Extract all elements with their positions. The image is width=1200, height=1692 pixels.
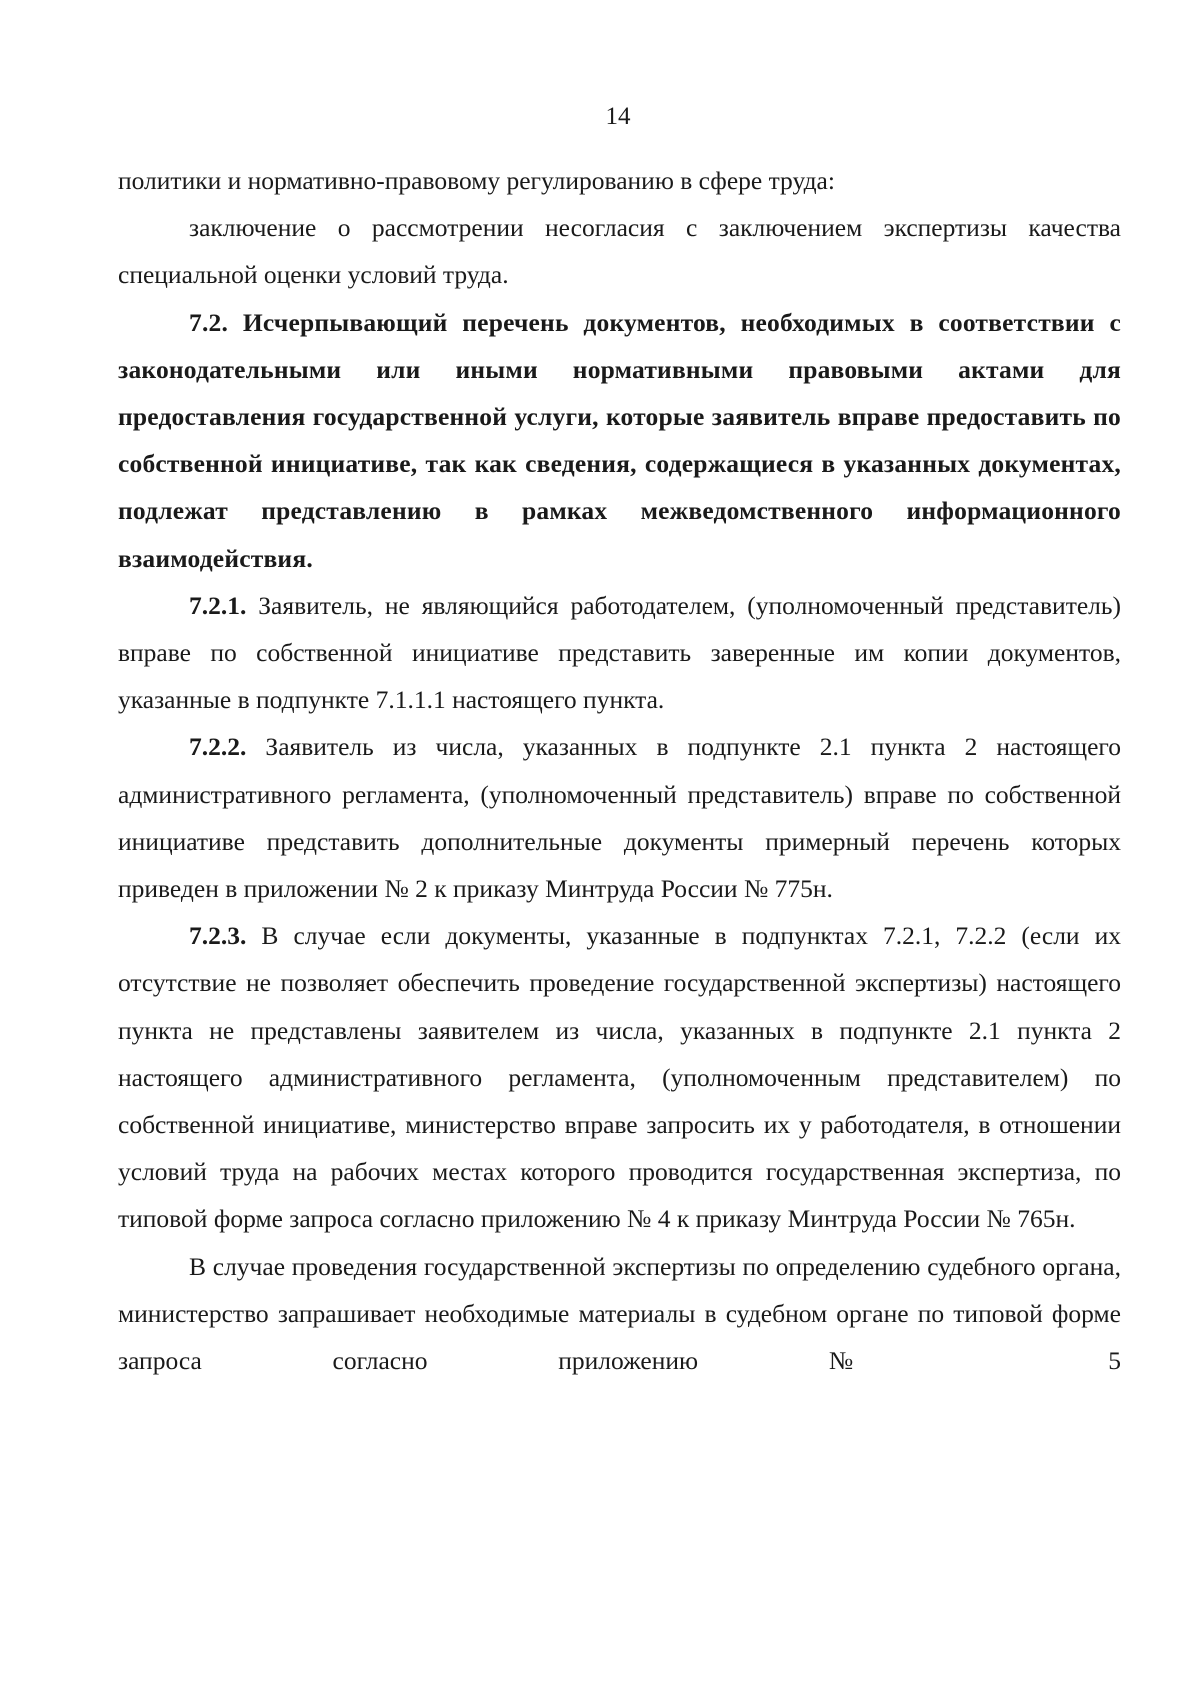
paragraph-court-request: В случае проведения государственной экспертизы по определению судебного органа, министерство запрашивает необходимые материалы в судебном органе по типовой форме запроса согласно приложению № 5 [118,1251,1121,1376]
document-body [118,157,1121,1384]
clause-number: 7.2.3. [189,921,247,951]
section-heading-7-2: 7.2. Исчерпывающий перечень документов, необходимых в соответствии с законодательными или иными нормативными правовыми актами для предоставления государственной услуги, которые заявитель вправе предоставить по собственной инициативе, так как сведения, содержащиеся в указанных документах, подлежат представлению в рамках межведомственного информационного взаимодействия. [118,307,1121,573]
clause-7-2-3 [118,912,1121,1242]
clause-text: Заявитель из числа, указанных в подпункте 2.1 пункта 2 настоящего административного регламента, (уполномоченный представитель) вправе по собственной инициативе представить дополнительные документы примерный перечень которых приведен в приложении № 2 к приказу Минтруда России № 775н. [118,732,1121,904]
clause-text: Заявитель, не являющийся работодателем, (уполномоченный представитель) вправе по собственной инициативе представить заверенные им копии документов, указанные в подпункте 7.1.1.1 настоящего пункта. [118,590,1121,715]
clause-number: 7.2.1. [189,590,247,620]
clause-7-2-2 [118,723,1121,912]
paragraph-conclusion: заключение о рассмотрении несогласия с заключением экспертизы качества специальной оценки условий труда. [118,213,1121,290]
clause-7-2-1 [118,582,1121,724]
paragraph-continuation: политики и нормативно-правовому регулированию в сфере труда: [118,166,835,195]
clause-text: В случае если документы, указанные в подпунктах 7.2.1, 7.2.2 (если их отсутствие не позволяет обеспечить проведение государственной экспертизы) настоящего пункта не представлены заявителем из числа, указанных в подпункте 2.1 пункта 2 настоящего административного регламента, (уполномоченным представителем) по собственной инициативе, министерство вправе запросить их у работодателя, в отношении условий труда на рабочих местах которого проводится государственная экспертиза, по типовой форме запроса согласно приложению № 4 к приказу Минтруда России № 765н. [118,921,1121,1234]
clause-number: 7.2.2. [189,732,247,762]
page-number: 14 [605,103,631,130]
